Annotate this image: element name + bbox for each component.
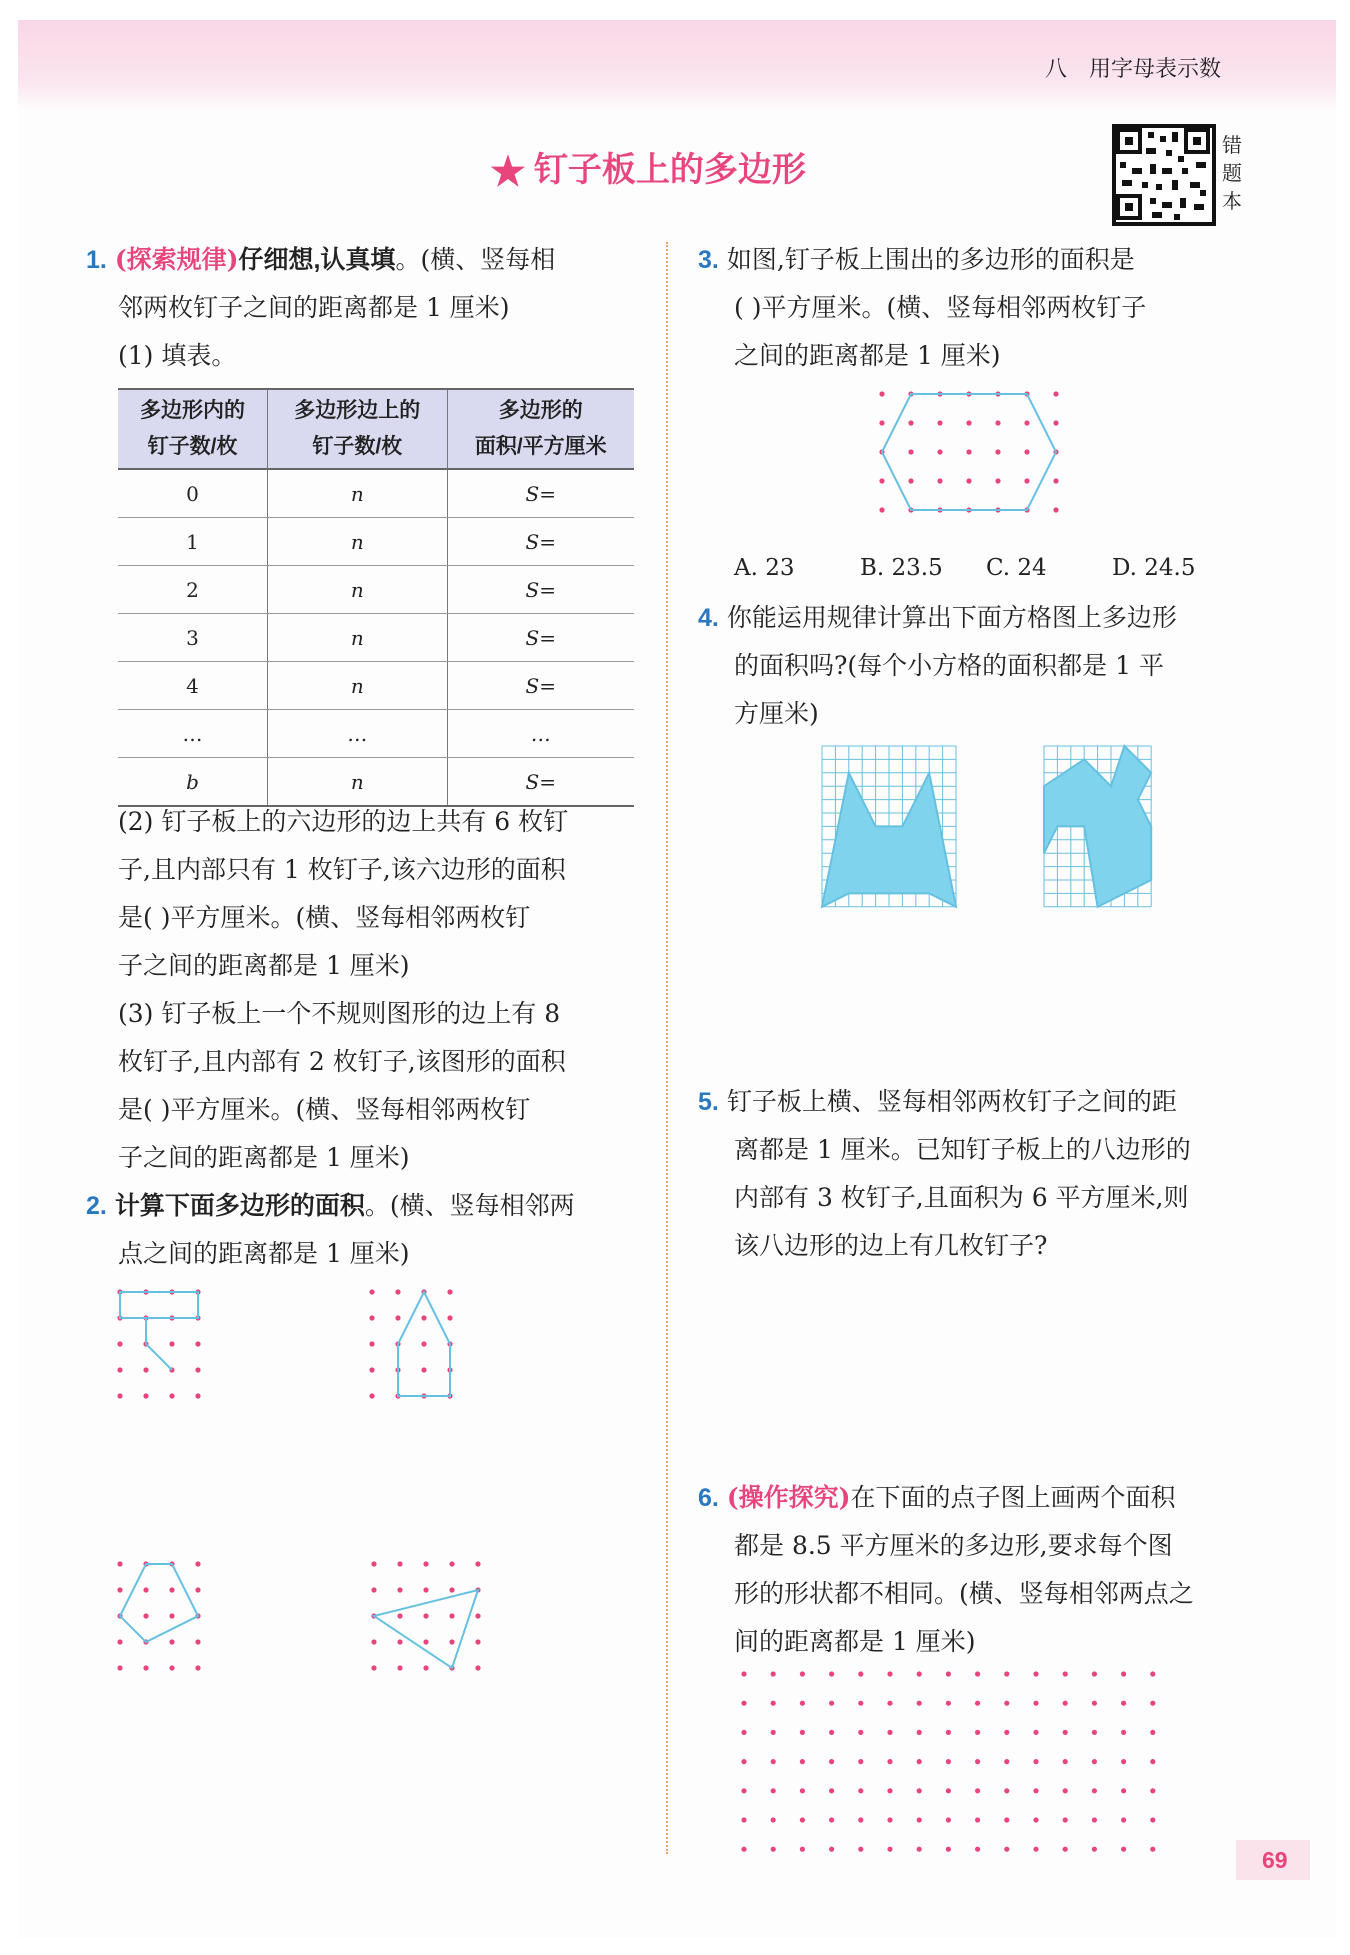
- peg-dot: [908, 420, 913, 425]
- grid-dot: [887, 1788, 892, 1793]
- peg-dot: [143, 1587, 148, 1592]
- grid-dot: [1033, 1788, 1038, 1793]
- area-answer-cell[interactable]: S=: [447, 662, 634, 710]
- grid-dot: [887, 1730, 892, 1735]
- peg-dot: [937, 449, 942, 454]
- peg-dot: [369, 1315, 374, 1320]
- choice-c[interactable]: C. 24: [986, 555, 1047, 581]
- grid-dot: [741, 1817, 746, 1822]
- grid-dot: [829, 1847, 834, 1852]
- q1-sub3: (3) 钉子板上一个不规则图形的边上有 8 枚钉子,且内部有 2 枚钉子,该图形的面积 是( )平方厘米。(横、竖每相邻两枚钉 子之间的距离都是 1 厘米): [118, 999, 566, 1172]
- peg-dot: [397, 1561, 402, 1566]
- peg-dot: [371, 1587, 376, 1592]
- choice-a[interactable]: A. 23: [734, 555, 795, 581]
- table-row: b n S=: [118, 758, 634, 807]
- table-header-area: 多边形的 面积/平方厘米: [447, 389, 634, 469]
- q2-figure-1: [110, 1280, 230, 1430]
- grid-dot: [1121, 1847, 1126, 1852]
- grid-dot: [1004, 1671, 1009, 1676]
- grid-dot: [829, 1701, 834, 1706]
- peg-dot: [195, 1367, 200, 1372]
- grid-dot: [975, 1847, 980, 1852]
- grid-dot: [1150, 1701, 1155, 1706]
- grid-dot: [771, 1817, 776, 1822]
- peg-dot: [879, 507, 884, 512]
- area-answer-cell[interactable]: S=: [447, 518, 634, 566]
- peg-dot: [397, 1639, 402, 1644]
- grid-dot: [858, 1759, 863, 1764]
- grid-dot: [858, 1730, 863, 1735]
- table-row: 3 n S=: [118, 614, 634, 662]
- grid-dot: [1063, 1759, 1068, 1764]
- q1-fill-table: [118, 388, 634, 807]
- grid-dot: [1150, 1847, 1155, 1852]
- peg-dot: [169, 1341, 174, 1346]
- grid-dot: [741, 1759, 746, 1764]
- grid-dot: [1033, 1701, 1038, 1706]
- table-row: 2 n S=: [118, 566, 634, 614]
- page-title: [490, 142, 806, 195]
- grid-dot: [800, 1701, 805, 1706]
- peg-dot: [395, 1289, 400, 1294]
- grid-dot: [800, 1730, 805, 1735]
- peg-dot: [1053, 507, 1058, 512]
- peg-dot: [447, 1315, 452, 1320]
- peg-dot: [423, 1587, 428, 1592]
- grid-dot: [1004, 1788, 1009, 1793]
- peg-dot: [369, 1289, 374, 1294]
- peg-dot: [447, 1289, 452, 1294]
- grid-dot: [1150, 1759, 1155, 1764]
- grid-dot: [800, 1817, 805, 1822]
- grid-dot: [1121, 1730, 1126, 1735]
- peg-dot: [195, 1665, 200, 1670]
- peg-dot: [449, 1639, 454, 1644]
- q2-lead: 计算下面多边形的面积: [114, 1192, 365, 1220]
- peg-dot: [475, 1561, 480, 1566]
- q1-line1-rest: 。(横、竖每相: [395, 245, 556, 274]
- peg-dot: [195, 1639, 200, 1644]
- grid-dot: [1092, 1730, 1097, 1735]
- grid-dot: [829, 1817, 834, 1822]
- q1-tag: (探索规律): [114, 245, 239, 274]
- peg-dot: [908, 478, 913, 483]
- grid-dot: [771, 1701, 776, 1706]
- q1-number: 1.: [86, 246, 107, 274]
- grid-dot: [741, 1671, 746, 1676]
- grid-dot: [741, 1701, 746, 1706]
- grid-dot: [1121, 1817, 1126, 1822]
- peg-dot: [1024, 420, 1029, 425]
- grid-dot: [1063, 1701, 1068, 1706]
- star-icon: ★: [490, 150, 526, 194]
- choice-d[interactable]: D. 24.5: [1112, 555, 1196, 581]
- peg-dot: [1053, 478, 1058, 483]
- table-row: 0 n S=: [118, 469, 634, 518]
- peg-dot: [879, 478, 884, 483]
- grid-dot: [887, 1847, 892, 1852]
- grid-dot: [946, 1701, 951, 1706]
- q3-pegboard-figure: [870, 382, 1100, 542]
- peg-dot: [966, 449, 971, 454]
- peg-dot: [169, 1665, 174, 1670]
- q5-text: 5. 钉子板上横、竖每相邻两枚钉子之间的距 离都是 1 厘米。已知钉子板上的八边形的 内部有 3 枚钉子,且面积为 6 平方厘米,则 该八边形的边上有几枚钉子?: [698, 1087, 1191, 1260]
- peg-dot: [195, 1341, 200, 1346]
- grid-dot: [829, 1671, 834, 1676]
- area-answer-cell[interactable]: S=: [447, 469, 634, 518]
- q5-number: 5.: [698, 1088, 719, 1116]
- peg-dot: [117, 1587, 122, 1592]
- peg-dot: [117, 1341, 122, 1346]
- q1-sub2: (2) 钉子板上的六边形的边上共有 6 枚钉 子,且内部只有 1 枚钉子,该六边形的面积 是( )平方厘米。(横、竖每相邻两枚钉 子之间的距离都是 1 厘米): [118, 807, 569, 980]
- grid-dot: [1150, 1730, 1155, 1735]
- grid-dot: [946, 1730, 951, 1735]
- peg-dot: [195, 1561, 200, 1566]
- grid-dot: [975, 1730, 980, 1735]
- q6-dot-grid-drawing-area[interactable]: [736, 1664, 1236, 1856]
- q2-line1-rest: 。(横、竖每相邻两: [364, 1191, 575, 1220]
- peg-dot: [908, 449, 913, 454]
- peg-dot: [369, 1393, 374, 1398]
- peg-dot: [879, 391, 884, 396]
- grid-dot: [1033, 1730, 1038, 1735]
- peg-dot: [195, 1393, 200, 1398]
- pentagon-polygon: [120, 1564, 198, 1642]
- peg-dot: [1024, 478, 1029, 483]
- area-answer-cell[interactable]: S=: [447, 614, 634, 662]
- peg-dot: [995, 478, 1000, 483]
- peg-dot: [475, 1613, 480, 1618]
- grid-dot: [771, 1847, 776, 1852]
- table-header-edge: 多边形边上的 钉子数/枚: [268, 389, 447, 469]
- grid-dot: [1150, 1671, 1155, 1676]
- peg-dot: [117, 1665, 122, 1670]
- peg-dot: [421, 1315, 426, 1320]
- chapter-heading: [1045, 52, 1221, 83]
- grid-dot: [917, 1701, 922, 1706]
- peg-dot: [169, 1639, 174, 1644]
- peg-dot: [423, 1639, 428, 1644]
- grid-dot: [1092, 1671, 1097, 1676]
- qr-code-pattern: [1116, 128, 1212, 222]
- q2-figure-4: [362, 1552, 522, 1702]
- q1-line2: 邻两枚钉子之间的距离都是 1 厘米): [118, 293, 510, 322]
- peg-dot: [966, 478, 971, 483]
- choice-b[interactable]: B. 23.5: [860, 555, 943, 581]
- grid-dot: [858, 1847, 863, 1852]
- q6-tag: (操作探究): [726, 1483, 851, 1512]
- peg-dot: [195, 1587, 200, 1592]
- grid-dot: [1004, 1701, 1009, 1706]
- grid-dot: [1004, 1817, 1009, 1822]
- grid-dot: [741, 1847, 746, 1852]
- grid-dot: [771, 1788, 776, 1793]
- grid-dot: [946, 1759, 951, 1764]
- chapter-number: 八: [1045, 56, 1068, 81]
- grid-dot: [887, 1759, 892, 1764]
- peg-dot: [169, 1613, 174, 1618]
- grid-dot: [975, 1701, 980, 1706]
- grid-dot: [917, 1730, 922, 1735]
- q1-lead: 仔细想,认真填: [238, 246, 396, 274]
- q3-choices: [734, 548, 1195, 588]
- grid-dot: [975, 1788, 980, 1793]
- table-row: 1 n S=: [118, 518, 634, 566]
- grid-dot: [1121, 1788, 1126, 1793]
- q4-grid-figure-1: [820, 744, 964, 910]
- grid-dot: [1063, 1817, 1068, 1822]
- peg-dot: [423, 1561, 428, 1566]
- grid-dot: [1121, 1671, 1126, 1676]
- q1-line1: [86, 236, 555, 284]
- grid-dot: [800, 1759, 805, 1764]
- peg-dot: [879, 420, 884, 425]
- grid-dot: [1063, 1788, 1068, 1793]
- peg-dot: [395, 1315, 400, 1320]
- peg-dot: [143, 1367, 148, 1372]
- grid-dot: [917, 1817, 922, 1822]
- grid-dot: [800, 1788, 805, 1793]
- peg-dot: [1024, 449, 1029, 454]
- peg-dot: [937, 478, 942, 483]
- peg-dot: [449, 1613, 454, 1618]
- triangle-polygon: [374, 1590, 478, 1668]
- peg-dot: [371, 1561, 376, 1566]
- grid-dot: [946, 1817, 951, 1822]
- grid-dot: [917, 1847, 922, 1852]
- grid-dot: [1063, 1671, 1068, 1676]
- grid-dot: [1092, 1847, 1097, 1852]
- grid-dot: [975, 1671, 980, 1676]
- grid-dot: [1150, 1788, 1155, 1793]
- peg-dot: [117, 1561, 122, 1566]
- grid-dot: [858, 1788, 863, 1793]
- peg-dot: [421, 1341, 426, 1346]
- peg-dot: [397, 1587, 402, 1592]
- grid-dot: [917, 1671, 922, 1676]
- peg-dot: [449, 1561, 454, 1566]
- grid-dot: [829, 1759, 834, 1764]
- table-row: 4 n S=: [118, 662, 634, 710]
- grid-dot: [1092, 1817, 1097, 1822]
- grid-dot: [1063, 1730, 1068, 1735]
- peg-dot: [397, 1613, 402, 1618]
- grid-dot: [887, 1671, 892, 1676]
- peg-dot: [423, 1665, 428, 1670]
- grid-dot: [1033, 1671, 1038, 1676]
- q1-sub1: (1) 填表。: [118, 341, 237, 370]
- t-shaped-polygon: [120, 1292, 198, 1370]
- q4-grid-figure-2: [1042, 744, 1154, 910]
- grid-dot: [1092, 1701, 1097, 1706]
- peg-dot: [169, 1393, 174, 1398]
- peg-dot: [117, 1367, 122, 1372]
- peg-dot: [117, 1393, 122, 1398]
- peg-dot: [117, 1639, 122, 1644]
- grid-dot: [1121, 1701, 1126, 1706]
- area-answer-cell[interactable]: S=: [447, 758, 634, 807]
- page-title-text: 钉子板上的多边形: [533, 151, 806, 189]
- peg-dot: [169, 1587, 174, 1592]
- grid-dot: [858, 1817, 863, 1822]
- table-header-inner: 多边形内的 钉子数/枚: [118, 389, 268, 469]
- grid-dot: [771, 1671, 776, 1676]
- grid-dot: [887, 1701, 892, 1706]
- peg-dot: [423, 1613, 428, 1618]
- grid-dot: [1033, 1759, 1038, 1764]
- table-header-row: [118, 389, 634, 469]
- peg-dot: [995, 449, 1000, 454]
- grid-dot: [741, 1730, 746, 1735]
- grid-dot: [1033, 1847, 1038, 1852]
- grid-dot: [1150, 1817, 1155, 1822]
- grid-dot: [917, 1759, 922, 1764]
- grid-dot: [829, 1788, 834, 1793]
- peg-dot: [995, 420, 1000, 425]
- peg-dot: [371, 1665, 376, 1670]
- peg-dot: [937, 420, 942, 425]
- q2-number: 2.: [86, 1192, 107, 1220]
- grid-dot: [1092, 1788, 1097, 1793]
- grid-dot: [946, 1788, 951, 1793]
- grid-dot: [800, 1671, 805, 1676]
- page-number: 69: [1236, 1840, 1310, 1880]
- q3-number: 3.: [698, 246, 719, 274]
- grid-dot: [829, 1730, 834, 1735]
- grid-dot: [1033, 1817, 1038, 1822]
- grid-dot: [858, 1671, 863, 1676]
- q2-figure-2: [362, 1280, 482, 1430]
- q2-line2: 点之间的距离都是 1 厘米): [118, 1239, 410, 1268]
- peg-dot: [475, 1639, 480, 1644]
- peg-dot: [475, 1665, 480, 1670]
- grid-dot: [1004, 1759, 1009, 1764]
- column-divider: [666, 242, 668, 1854]
- peg-dot: [143, 1665, 148, 1670]
- peg-dot: [369, 1367, 374, 1372]
- area-answer-cell[interactable]: S=: [447, 566, 634, 614]
- grid-dot: [917, 1788, 922, 1793]
- grid-dot: [858, 1701, 863, 1706]
- grid-dot: [1004, 1847, 1009, 1852]
- peg-dot: [1053, 391, 1058, 396]
- qr-code[interactable]: [1112, 124, 1216, 226]
- q4-number: 4.: [698, 604, 719, 632]
- grid-dot: [975, 1759, 980, 1764]
- grid-dot: [1063, 1847, 1068, 1852]
- table-row: … … …: [118, 710, 634, 758]
- grid-dot: [946, 1671, 951, 1676]
- grid-dot: [771, 1730, 776, 1735]
- q3-text: 3. 如图,钉子板上围出的多边形的面积是 ( )平方厘米。(横、竖每相邻两枚钉子 之间的距离都是 1 厘米): [698, 245, 1147, 370]
- peg-dot: [449, 1587, 454, 1592]
- grid-dot: [741, 1788, 746, 1793]
- grid-dot: [975, 1817, 980, 1822]
- chapter-title: 用字母表示数: [1089, 56, 1222, 81]
- grid-dot: [887, 1817, 892, 1822]
- grid-dot: [800, 1847, 805, 1852]
- peg-dot: [1053, 420, 1058, 425]
- peg-dot: [143, 1393, 148, 1398]
- peg-dot: [371, 1639, 376, 1644]
- qr-side-label: 错题本: [1222, 135, 1242, 213]
- peg-dot: [143, 1613, 148, 1618]
- peg-dot: [369, 1341, 374, 1346]
- q2-figure-3: [110, 1552, 230, 1702]
- peg-dot: [397, 1665, 402, 1670]
- q6-text: 6. (操作探究)在下面的点子图上画两个面积 都是 8.5 平方厘米的多边形,要求每个图 形的形状都不相同。(横、竖每相邻两点之 间的距离都是 1 厘米): [698, 1483, 1194, 1656]
- grid-dot: [1004, 1730, 1009, 1735]
- q2-line1: [86, 1182, 575, 1230]
- q6-number: 6.: [698, 1484, 719, 1512]
- grid-dot: [1121, 1759, 1126, 1764]
- grid-dot: [1092, 1759, 1097, 1764]
- grid-dot: [771, 1759, 776, 1764]
- peg-dot: [421, 1367, 426, 1372]
- grid-dot: [946, 1847, 951, 1852]
- q4-text: 4. 你能运用规律计算出下面方格图上多边形 的面积吗?(每个小方格的面积都是 1 平 方厘米): [698, 603, 1177, 728]
- peg-dot: [966, 420, 971, 425]
